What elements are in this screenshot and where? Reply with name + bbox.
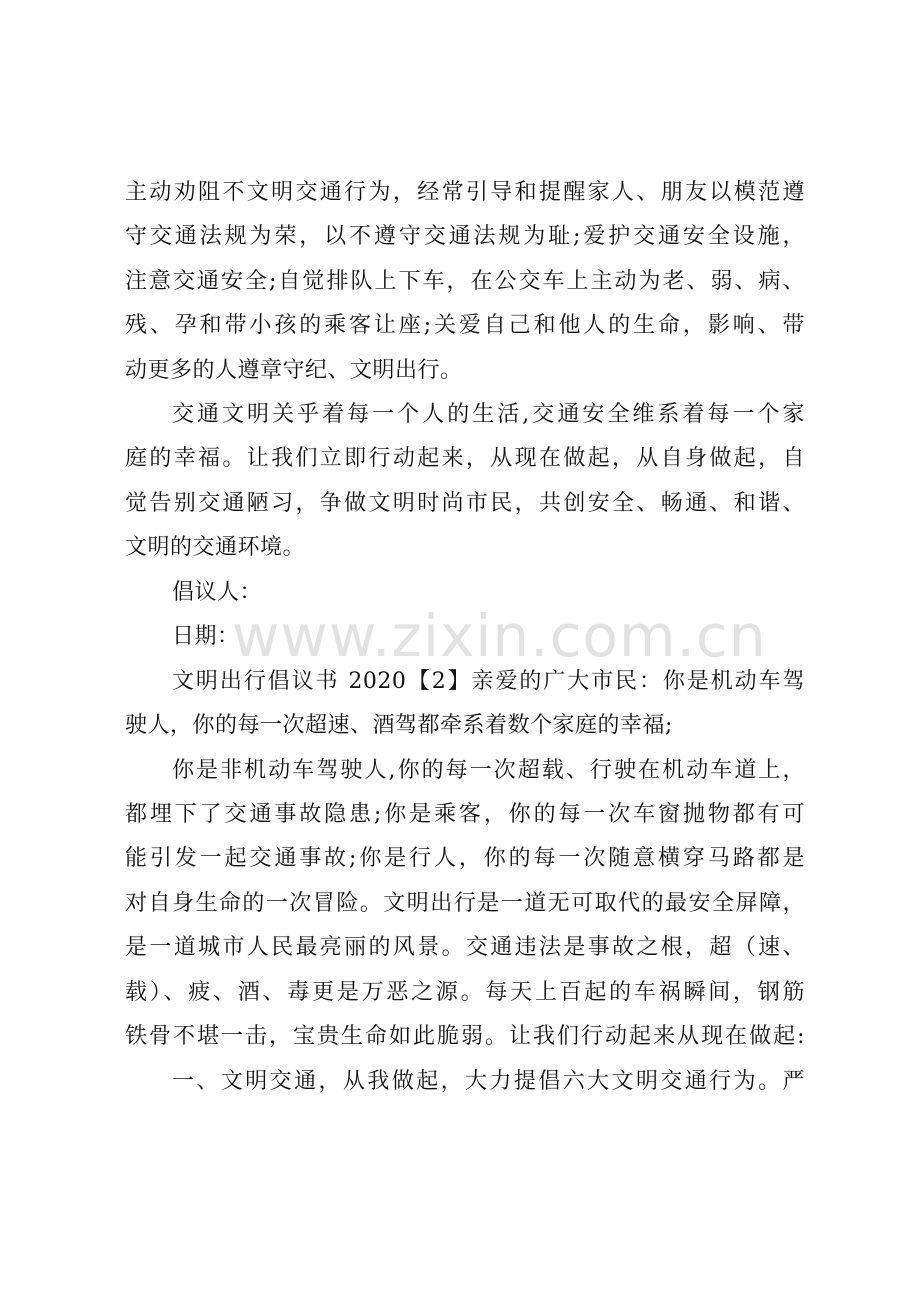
text-line-20: 铁骨不堪一击，宝贵生命如此脆弱。让我们行动起来从现在做起:	[125, 1024, 805, 1049]
watermark-text: www.zixin.com.cn	[232, 602, 767, 670]
text-line-6: 交通文明关乎着每一个人的生活,交通安全维系着每一个家	[172, 402, 805, 427]
date-label: 日期：	[172, 624, 240, 649]
signatory-label: 倡议人：	[172, 580, 263, 605]
text-line-3: 注意交通安全;自觉排队上下车，在公交车上主动为老、弱、病、	[125, 269, 805, 294]
text-line-21: 一、文明交通，从我做起，大力提倡六大文明交通行为。严	[172, 1069, 805, 1094]
text-line-15: 都埋下了交通事故隐患;你是乘客，你的每一次车窗抛物都有可	[125, 802, 805, 827]
text-line-16: 能引发一起交通事故;你是行人，你的每一次随意横穿马路都是	[125, 846, 805, 871]
text-line-13: 驶人，你的每一次超速、酒驾都牵系着数个家庭的幸福;	[125, 713, 673, 738]
text-line-5: 动更多的人遵章守纪、文明出行。	[125, 358, 463, 383]
text-line-12: 文明出行倡议书 2020【2】亲爱的广大市民：你是机动车驾	[172, 669, 805, 694]
text-line-9: 文明的交通环境。	[125, 535, 306, 560]
text-line-4: 残、孕和带小孩的乘客让座;关爱自己和他人的生命，影响、带	[125, 313, 805, 338]
text-line-19: 载）、疲、酒、毒更是万恶之源。每天上百起的车祸瞬间，钢筋	[125, 980, 805, 1005]
text-line-18: 是一道城市人民最亮丽的风景。交通违法是事故之根，超（速、	[125, 935, 805, 960]
text-line-14: 你是非机动车驾驶人,你的每一次超载、行驶在机动车道上，	[172, 758, 805, 783]
text-line-17: 对自身生命的一次冒险。文明出行是一道无可取代的最安全屏障，	[125, 891, 805, 916]
text-line-1: 主动劝阻不文明交通行为，经常引导和提醒家人、朋友以模范遵	[125, 180, 805, 205]
text-line-7: 庭的幸福。让我们立即行动起来，从现在做起，从自身做起，自	[125, 446, 805, 471]
text-line-8: 觉告别交通陋习，争做文明时尚市民，共创安全、畅通、和谐、	[125, 491, 805, 516]
text-line-2: 守交通法规为荣，以不遵守交通法规为耻;爱护交通安全设施，	[125, 224, 805, 249]
